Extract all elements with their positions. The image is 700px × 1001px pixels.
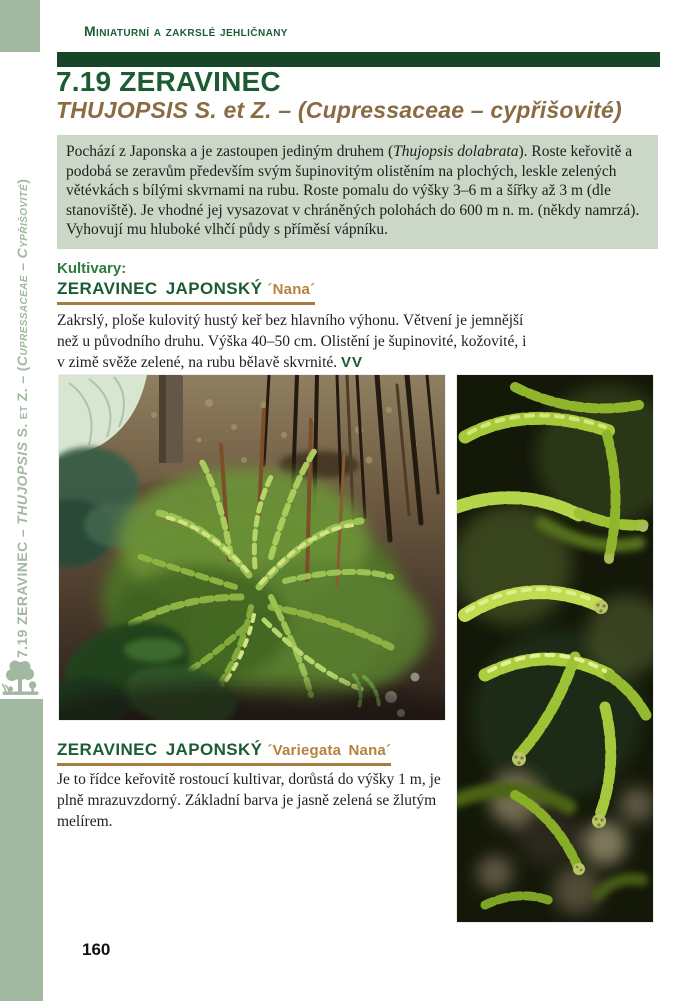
cultivar-species: ZERAVINEC JAPONSKÝ — [57, 279, 263, 298]
cultivar-description-text: Zakrslý, ploše kulovitý hustý keř bez hlavního výhonu. Větvení je jemnější než u původního druhu. Výška 40–50 cm. Olistění je šupinovité, kožovité, i v zimě svěže zelené, na rubu bělavě skvrnité. — [57, 312, 527, 371]
sidebar-text-part: ) — [13, 178, 30, 184]
tree-icon — [2, 658, 42, 700]
sidebar-vertical-title — [0, 70, 43, 658]
sidebar-text-family: Cupressaceae – Cypřišovité — [13, 183, 30, 367]
sidebar-bottom-block — [0, 699, 43, 1001]
subtitle-family: Cupressaceae — [305, 97, 465, 123]
section-divider-bar — [57, 52, 660, 67]
page-number: 160 — [82, 940, 111, 959]
subtitle-genus: THUJOPSIS — [56, 97, 189, 123]
sidebar-text-part: 7.19 ZERAVINEC – — [13, 524, 30, 658]
subtitle-family-czech: – cypřišovité) — [464, 97, 622, 123]
cultivars-label: Kultivary: — [57, 260, 127, 277]
cultivar-heading-variegata-nana — [57, 740, 391, 766]
section-subtitle — [56, 97, 622, 124]
intro-paragraph-box — [57, 135, 658, 249]
intro-text: ). Roste keřovitě a podobá se zeravům především svým šupinovitým olistěním na plochých, leskle zelených větévkách s bílými skvrnami na rubu. Roste pomalu do výšky 3–6 m a šířky až 3 m (dle stanoviště). Je vhodné jej vysazovat v chráněných polohách do 600 m n. m. (někdy namrzá). Vyhovují mu hluboké vlhčí půdy s příměsí vápníku. — [66, 143, 640, 239]
intro-text: Pochází z Japonska a je zastoupen jediným druhem ( — [66, 143, 394, 160]
hardiness-marks: VV — [341, 354, 364, 371]
photo-foliage-closeup — [457, 375, 653, 922]
tree-trunk — [159, 375, 183, 463]
sidebar-vertical-title-text — [14, 70, 30, 658]
sidebar-text-latin: THUJOPSIS — [13, 441, 30, 525]
cultivar-species: ZERAVINEC JAPONSKÝ — [57, 740, 263, 759]
cultivar-name: ´Variegata Nana´ — [267, 742, 392, 759]
cultivar-name: ´Nana´ — [267, 281, 316, 298]
section-title: 7.19 ZERAVINEC — [56, 66, 281, 97]
intro-latin-name: Thujopsis dolabrata — [393, 143, 519, 160]
running-header: Miniaturní a zakrslé jehličnany — [84, 23, 288, 39]
cultivar-description-variegata-nana — [57, 769, 459, 832]
cultivar-description-nana — [57, 310, 527, 373]
cultivar-heading-nana — [57, 279, 315, 305]
subtitle-authors: S. et Z. – ( — [188, 97, 306, 123]
photo-thujopsis-nana-shrub — [59, 375, 445, 720]
cultivar-description-text: Je to řídce keřovitě rostoucí kultivar, dorůstá do výšky 1 m, je plně mrazuvzdorný. Základní barva je jasně zelená se žlutým melírem. — [57, 771, 441, 830]
sidebar-text-part: S. et Z. – ( — [13, 366, 30, 442]
sidebar-top-block — [0, 0, 40, 52]
